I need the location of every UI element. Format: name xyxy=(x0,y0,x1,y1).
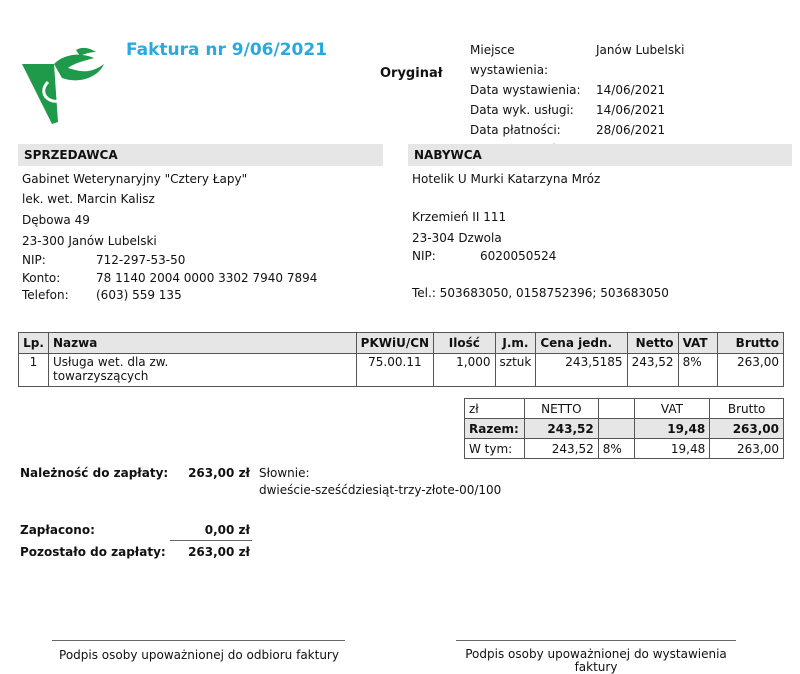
summary-incl-row xyxy=(465,439,784,459)
summary-incl-rate: 8% xyxy=(598,439,634,459)
paid-amount: 0,00 zł xyxy=(204,523,250,537)
summary-vat-header: VAT xyxy=(634,399,710,419)
summary-total-gross: 263,00 xyxy=(710,419,784,439)
summary-header-row xyxy=(465,399,784,419)
seller-phone-value: (603) 559 135 xyxy=(96,288,182,302)
seller-street: Dębowa 49 xyxy=(22,213,90,227)
issuer-signature-line xyxy=(456,640,736,641)
summary-currency: zł xyxy=(465,399,525,419)
table-row xyxy=(19,354,784,387)
meta-label: Data płatności: xyxy=(470,123,561,137)
summary-gross-header: Brutto xyxy=(710,399,784,419)
summary-empty xyxy=(598,399,634,419)
meta-label: Data wyk. usługi: xyxy=(470,103,574,117)
col-qty: Ilość xyxy=(434,333,495,354)
buyer-street: Krzemień II 111 xyxy=(412,210,507,224)
invoice-title: Faktura nr 9/06/2021 xyxy=(126,40,328,60)
col-lp: Lp. xyxy=(19,333,49,354)
amount-in-words: dwieście-sześćdziesiąt-trzy-złote-00/100 xyxy=(259,483,502,497)
summary-incl-net: 243,52 xyxy=(524,439,598,459)
issuer-signature-label xyxy=(440,648,752,674)
col-net: Netto xyxy=(627,333,678,354)
meta-value: 14/06/2021 xyxy=(596,83,666,97)
cell-name xyxy=(48,354,356,387)
summary-incl-vat: 19,48 xyxy=(634,439,710,459)
buyer-nip-value: 6020050524 xyxy=(480,249,557,263)
items-table xyxy=(18,332,784,387)
cell-vat: 8% xyxy=(678,354,718,387)
meta-row xyxy=(470,120,684,140)
summary-incl-gross: 263,00 xyxy=(710,439,784,459)
seller-phone xyxy=(22,288,182,302)
seller-heading: SPRZEDAWCA xyxy=(18,144,383,166)
meta-value: 14/06/2021 xyxy=(596,103,666,117)
summary-empty xyxy=(598,419,634,439)
seller-nip-value: 712-297-53-50 xyxy=(96,253,186,267)
buyer-city: 23-304 Dzwola xyxy=(412,231,502,245)
seller-account-value: 78 1140 2004 0000 3302 7940 7894 xyxy=(96,271,318,285)
summary-incl-label: W tym: xyxy=(465,439,525,459)
meta-value: Janów Lubelski xyxy=(596,43,685,57)
seller-city: 23-300 Janów Lubelski xyxy=(22,234,157,248)
col-unit: J.m. xyxy=(495,333,536,354)
meta-row xyxy=(470,80,684,100)
col-price: Cena jedn. xyxy=(536,333,627,354)
receiver-signature-line xyxy=(52,640,345,641)
meta-label: Data wystawienia: xyxy=(470,83,581,97)
col-gross: Brutto xyxy=(718,333,784,354)
due-label: Należność do zapłaty: xyxy=(20,466,169,480)
buyer-nip xyxy=(412,249,556,263)
cell-unit: sztuk xyxy=(495,354,536,387)
meta-value: 28/06/2021 xyxy=(596,123,666,137)
col-pkwiu: PKWiU/CN xyxy=(356,333,433,354)
summary-net-header: NETTO xyxy=(524,399,598,419)
receiver-signature-label: Podpis osoby upoważnionej do odbioru faktury xyxy=(59,648,339,662)
cell-net: 243,52 xyxy=(627,354,678,387)
remaining-amount: 263,00 zł xyxy=(188,545,250,559)
buyer-nip-label: NIP: xyxy=(412,249,436,263)
cell-gross: 263,00 xyxy=(718,354,784,387)
seller-account-label: Konto: xyxy=(22,271,61,285)
seller-person: lek. wet. Marcin Kalisz xyxy=(22,192,155,206)
summary-total-vat: 19,48 xyxy=(634,419,710,439)
paid-label: Zapłacono: xyxy=(20,523,95,537)
cell-name-line2: towarzyszących xyxy=(52,369,149,383)
words-label: Słownie: xyxy=(259,466,310,480)
veterinary-logo-icon xyxy=(18,42,110,126)
summary-total-row xyxy=(465,419,784,439)
seller-nip xyxy=(22,253,185,267)
buyer-heading: NABYWCA xyxy=(408,144,792,166)
issuer-signature-line1: Podpis osoby upoważnionej do wystawienia xyxy=(465,647,727,661)
issuer-signature-line2: faktury xyxy=(574,660,618,674)
cell-qty: 1,000 xyxy=(434,354,495,387)
buyer-name: Hotelik U Murki Katarzyna Mróz xyxy=(412,172,601,186)
cell-name-line1: Usługa wet. dla zw. xyxy=(52,355,169,369)
cell-lp: 1 xyxy=(19,354,49,387)
meta-label: Miejsce wystawienia: xyxy=(470,43,549,77)
seller-phone-label: Telefon: xyxy=(22,288,69,302)
summary-total-label: Razem: xyxy=(465,419,525,439)
cell-price: 243,5185 xyxy=(536,354,627,387)
summary-total-net: 243,52 xyxy=(524,419,598,439)
cell-pkwiu: 75.00.11 xyxy=(356,354,433,387)
buyer-phone: Tel.: 503683050, 0158752396; 503683050 xyxy=(412,286,669,300)
summary-table xyxy=(464,398,784,459)
paid-divider xyxy=(170,540,252,541)
remaining-label: Pozostało do zapłaty: xyxy=(20,545,166,559)
invoice-meta xyxy=(470,40,684,160)
meta-row xyxy=(470,100,684,120)
items-header-row xyxy=(19,333,784,354)
meta-row xyxy=(470,40,684,80)
col-vat: VAT xyxy=(678,333,718,354)
col-name: Nazwa xyxy=(48,333,356,354)
original-label: Oryginał xyxy=(380,66,443,81)
due-amount: 263,00 zł xyxy=(188,466,250,480)
seller-nip-label: NIP: xyxy=(22,253,46,267)
seller-name: Gabinet Weterynaryjny "Cztery Łapy" xyxy=(22,172,248,186)
seller-account xyxy=(22,271,317,285)
